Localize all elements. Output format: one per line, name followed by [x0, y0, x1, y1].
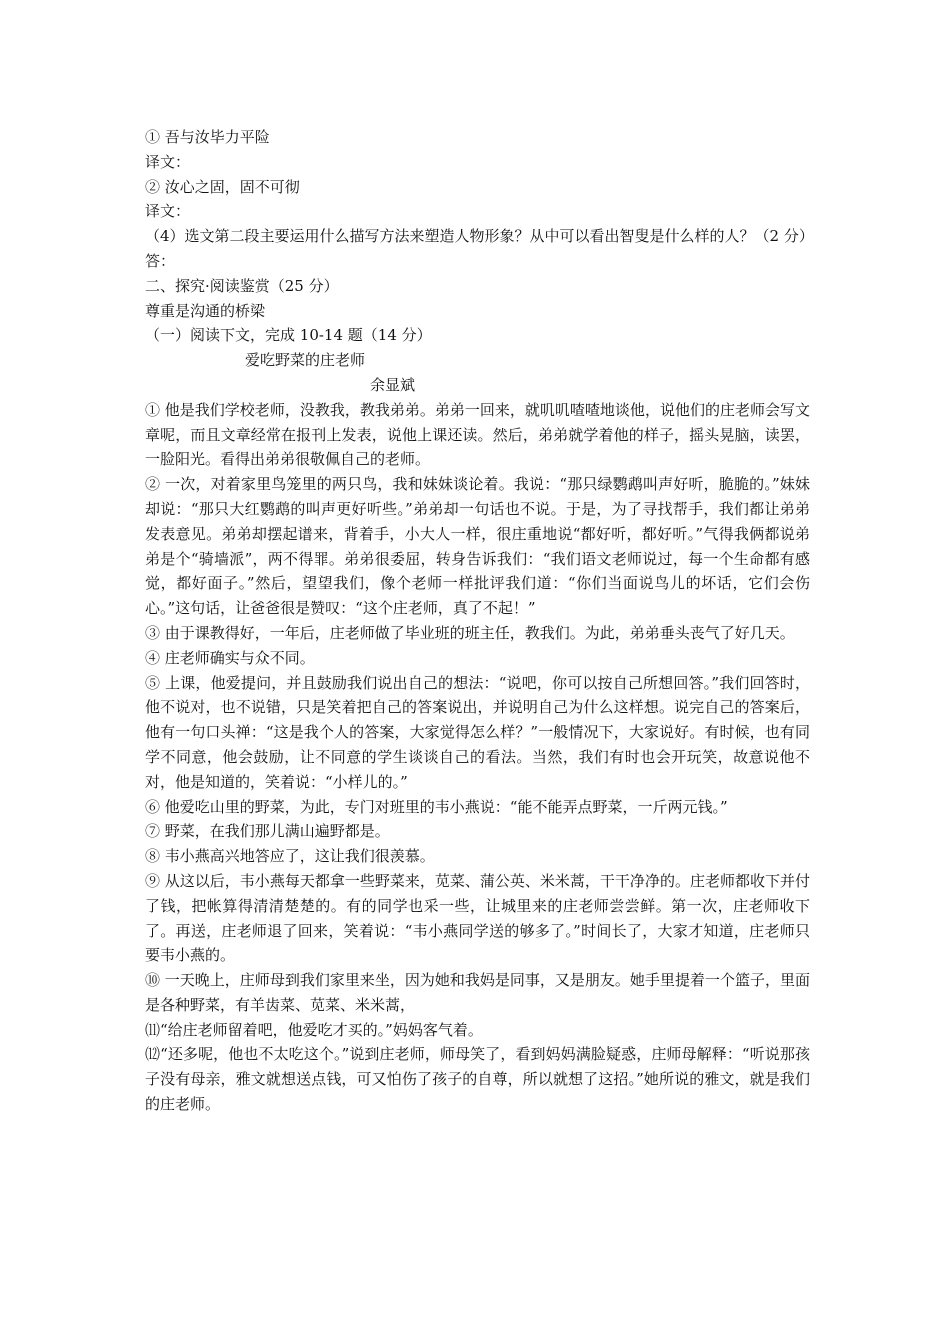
article-paragraph: ⑥ 他爱吃山里的野菜，为此，专门对班里的韦小燕说：“能不能弄点野菜，一斤两元钱。”: [145, 797, 728, 816]
article-paragraph: ④ 庄老师确实与众不同。: [145, 648, 315, 667]
question-2-translation-label: 译文：: [145, 202, 191, 221]
article-paragraph: ⑧ 韦小燕高兴地答应了，这让我们很羡慕。: [145, 847, 435, 866]
section-instruction: （一）阅读下文，完成 10-14 题（14 分）: [145, 326, 432, 345]
article-paragraph: ⑿“还多呢，他也不太吃这个。”说到庄老师，师母笑了，看到妈妈满脸疑惑，庄师母解释：“听说那孩子没有母亲，雅文就想送点钱，可又怕伤了孩子的自尊，所以就想了这招。”她所说的雅文，就是我们的庄老师。: [145, 1045, 810, 1114]
article-paragraph: ② 一次，对着家里鸟笼里的两只鸟，我和妹妹谈论着。我说：“那只绿鹦鹉叫声好听，脆脆的。”妹妹却说：“那只大红鹦鹉的叫声更好听些。”弟弟却一句话也不说。于是，为了寻找帮手，我们都让弟弟发表意见。弟弟却摆起谱来，背着手，小大人一样，很庄重地说“都好听，都好听。”气得我俩都说弟弟是个“骑墙派”，两不得罪。弟弟很委屈，转身告诉我们：“我们语文老师说过，每一个生命都有感觉，都好面子。”然后，望望我们，像个老师一样批评我们道：“你们当面说鸟儿的坏话，它们会伤心。”这句话，让爸爸很是赞叹：“这个庄老师，真了不起！”: [145, 475, 810, 618]
article-paragraph: ⑤ 上课，他爱提问，并且鼓励我们说出自己的想法：“说吧，你可以按自己所想回答。”我们回答时，他不说对，也不说错，只是笑着把自己的答案说出，并说明自己为什么这样想。说完自己的答案后，他有一句口头禅：“这是我个人的答案，大家觉得怎么样？”一般情况下，大家说好。有时候，也有同学不同意，他会鼓励，让不同意的学生谈谈自己的看法。当然，我们有时也会开玩笑，故意说他不对，他是知道的，笑着说：“小样儿的。”: [145, 673, 810, 791]
article-paragraph: ③ 由于课教得好，一年后，庄老师做了毕业班的班主任，教我们。为此，弟弟垂头丧气了好几天。: [145, 623, 795, 642]
question-1-translation-label: 译文：: [145, 152, 191, 171]
section-heading: 二、探究·阅读鉴赏（25 分）: [145, 276, 339, 295]
question-4: （4）选文第二段主要运用什么描写方法来塑造人物形象？从中可以看出智叟是什么样的人？（2 分）: [145, 227, 814, 246]
question-2-sentence: ② 汝心之固，固不可彻: [145, 177, 300, 196]
article-paragraph: ① 他是我们学校老师，没教我，教我弟弟。弟弟一回来，就叽叽喳喳地谈他，说他们的庄老师会写文章呢，而且文章经常在报刊上发表，说他上课还读。然后，弟弟就学着他的样子，摇头晃脑，读罢，一脸阳光。看得出弟弟很敬佩自己的老师。: [145, 400, 810, 469]
section-theme: 尊重是沟通的桥梁: [145, 301, 266, 320]
article-paragraph: ⑨ 从这以后，韦小燕每天都拿一些野菜来，苋菜、蒲公英、米米蒿，干干净净的。庄老师都收下并付了钱，把帐算得清清楚楚的。有的同学也采一些，让城里来的庄老师尝尝鲜。第一次，庄老师收下了。再送，庄老师退了回来，笑着说：“韦小燕同学送的够多了。”时间长了，大家才知道，庄老师只要韦小燕的。: [145, 871, 810, 965]
article-author: 余显斌: [370, 375, 416, 394]
article-paragraph: ⑦ 野菜，在我们那儿满山遍野都是。: [145, 822, 390, 841]
question-1-sentence: ① 吾与汝毕力平险: [145, 128, 270, 146]
article-paragraph: ⑩ 一天晚上，庄师母到我们家里来坐，因为她和我妈是同事，又是朋友。她手里提着一个篮子，里面是各种野菜，有羊齿菜、苋菜、米米蒿，: [145, 971, 810, 1014]
document-page: [145, 125, 814, 1117]
question-4-answer-label: 答：: [145, 251, 176, 270]
article-paragraph: ⑾“给庄老师留着吧，他爱吃才买的。”妈妈客气着。: [145, 1020, 483, 1039]
article-title: 爱吃野菜的庄老师: [245, 351, 366, 370]
